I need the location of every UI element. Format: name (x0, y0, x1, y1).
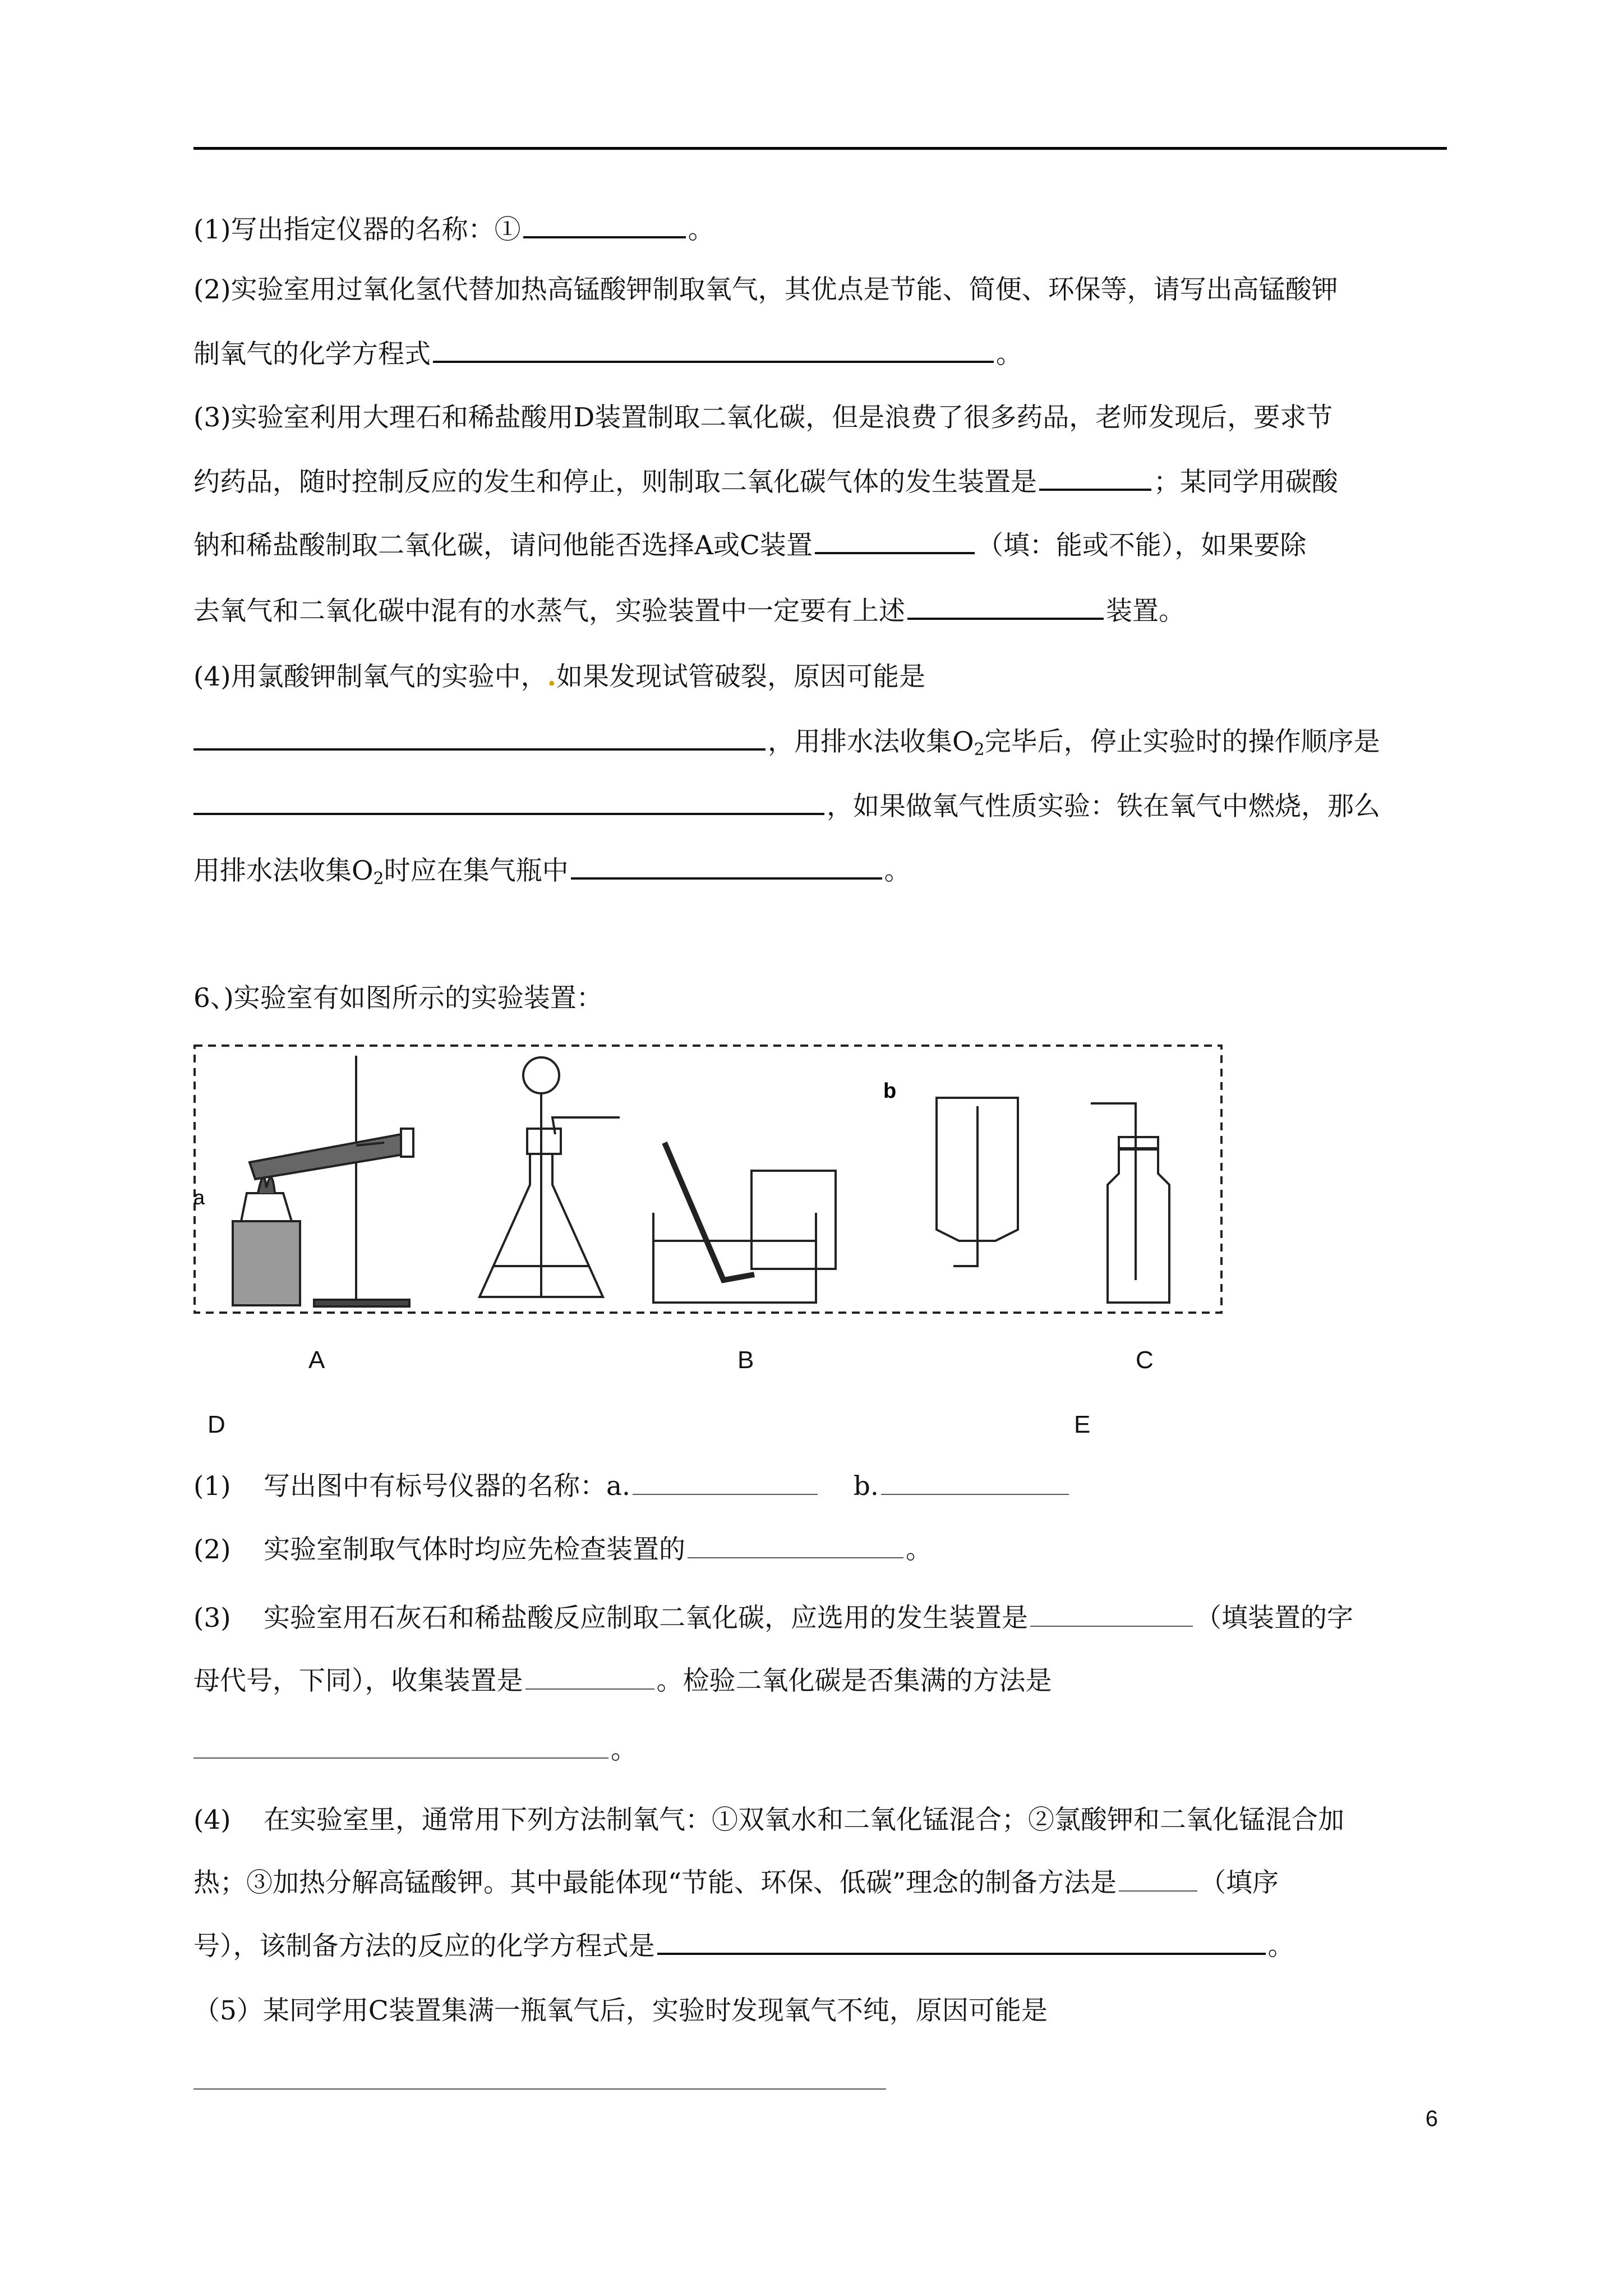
q5-part4-line3 (193, 787, 1380, 826)
q5-p2b-text: 制氧气的化学方程式 (193, 339, 431, 370)
q5-p3c-mid: （填：能或不能），如果要除 (976, 530, 1307, 561)
q6-p4a-num: (4) (193, 1805, 231, 1835)
q6-p4c-end: 。 (1267, 1931, 1294, 1962)
q6-p2-num: (2) (193, 1534, 231, 1565)
q6-p3a-end: （填装置的字 (1195, 1603, 1353, 1634)
q6-p5-text: （5）某同学用C装置集满一瓶氧气后，实验时发现氧气不纯，原因可能是 (193, 1995, 1048, 2026)
apparatus-figure (193, 1045, 1223, 1314)
apparatus-label-b: B (737, 1346, 754, 1374)
apparatus-label-c: C (1136, 1346, 1154, 1374)
q5-p3d-text: 去氧气和二氧化碳中混有的水蒸气，实验装置中一定要有上述 (193, 596, 905, 627)
delivery-tube (665, 1143, 754, 1280)
header-rule (193, 147, 1447, 150)
q6-part4-line1 (193, 1801, 1344, 1840)
q5-p4a-mid: 如果发现试管破裂，原因可能是 (556, 661, 925, 692)
apparatus-label-a: A (308, 1346, 325, 1374)
q6-p1-mid: b. (853, 1471, 879, 1502)
answer-blank[interactable] (1119, 1866, 1197, 1892)
label-a: a (193, 1186, 205, 1209)
answer-blank[interactable] (657, 1928, 1266, 1955)
answer-blank[interactable] (1030, 1601, 1193, 1627)
alcohol-lamp (241, 1193, 292, 1221)
answer-blank[interactable] (571, 853, 882, 880)
q6-p4b-text: 热；③加热分解高锰酸钾。其中最能体现“节能、环保、低碳”理念的制备方法是 (193, 1867, 1117, 1898)
q6-p3b-text: 母代号，下同），收集装置是 (193, 1665, 523, 1696)
figure-border (195, 1046, 1221, 1313)
q6-p3a-num: (3) (193, 1603, 231, 1634)
apparatus-label-e: E (1074, 1411, 1091, 1438)
answer-blank[interactable] (525, 1664, 654, 1690)
long-tube (1091, 1103, 1136, 1280)
q5-p4d-mid: 时应在集气瓶中 (384, 855, 569, 886)
q5-part3-line2 (193, 463, 1338, 502)
q6-part3-line1 (193, 1599, 1353, 1638)
stray-dot: . (547, 661, 556, 692)
q5-p4c-text: ，如果做氧气性质实验：铁在氧气中燃烧，那么 (827, 791, 1380, 822)
q6-p1-text: 写出图中有标号仪器的名称：a. (264, 1471, 630, 1502)
q6-part4-line2 (193, 1864, 1279, 1903)
label-b: b (883, 1079, 897, 1103)
test-tube (250, 1134, 407, 1179)
apparatus-e-wash-bottle (1091, 1103, 1169, 1303)
apparatus-c-water-trough (653, 1143, 836, 1303)
q6-part3-line3 (193, 1731, 637, 1770)
apparatus-d-upward-air (937, 1098, 1018, 1266)
q5-p4a-text: (4)用氯酸钾制氧气的实验中， (193, 661, 547, 692)
q6-p4b-end: （填序 (1200, 1867, 1279, 1898)
q6-part3-line2 (193, 1662, 1052, 1701)
q6-p3a-text: 实验室用石灰石和稀盐酸反应制取二氧化碳，应选用的发生装置是 (264, 1603, 1028, 1634)
trough (653, 1213, 816, 1303)
q5-p3d-end: 装置。 (1106, 596, 1185, 627)
q5-part4-line4 (193, 852, 911, 899)
q5-p3c-text: 钠和稀盐酸制取二氧化碳，请问他能否选择A或C装置 (193, 530, 813, 561)
q6-part1 (193, 1467, 1071, 1506)
tube-stopper (401, 1129, 413, 1157)
apparatus-b-flask (479, 1057, 620, 1297)
gas-bottle (751, 1171, 836, 1269)
q6-p2-end: 。 (906, 1534, 932, 1565)
apparatus-a-heating-setup (233, 1056, 413, 1306)
q6-p2-text: 实验室制取气体时均应先检查装置的 (264, 1534, 685, 1565)
answer-blank[interactable] (433, 336, 994, 363)
q5-part4-line1 (193, 657, 925, 697)
stand-base (314, 1300, 409, 1306)
q5-p4d-end: 。 (884, 855, 911, 886)
long-tube (953, 1106, 978, 1266)
q5-p2b-end: 。 (996, 339, 1022, 370)
answer-blank[interactable] (193, 788, 824, 815)
q6-p1-num: (1) (193, 1471, 231, 1502)
answer-blank[interactable] (193, 2064, 886, 2090)
q5-p4b-end: 完毕后，停止实验时的操作顺序是 (984, 726, 1380, 757)
q5-part4-line2 (193, 723, 1380, 770)
q5-part3-line1: (3)实验室利用大理石和稀盐酸用D装置制取二氧化碳，但是浪费了很多药品，老师发现后，要求节 (193, 402, 1333, 433)
delivery-tube (552, 1117, 620, 1134)
q5-p4b-text: ，用排水法收集O (768, 726, 974, 757)
q6-part4-line3 (193, 1927, 1294, 1966)
q5-p3b-text: 约药品，随时控制反应的发生和停止，则制取二氧化碳气体的发生装置是 (193, 467, 1037, 498)
q5-part3-line4 (193, 592, 1185, 631)
flame (258, 1177, 275, 1193)
q5-p1-end: 。 (688, 214, 714, 245)
q5-part3-line3 (193, 526, 1306, 565)
funnel-bulb (523, 1057, 559, 1093)
q6-part5 (193, 1991, 1048, 2031)
q5-p1-text: (1)写出指定仪器的名称：① (193, 214, 521, 245)
answer-blank[interactable] (193, 1733, 608, 1759)
answer-blank[interactable] (907, 593, 1104, 620)
q5-part2-line2 (193, 335, 1022, 374)
answer-blank[interactable] (523, 211, 686, 238)
apparatus-label-d: D (208, 1411, 225, 1438)
q5-part1 (193, 210, 714, 250)
q6-p3c-end: 。 (611, 1734, 637, 1765)
q6-part2 (193, 1530, 932, 1570)
q5-part2-line1: (2)实验室用过氧化氢代替加热高锰酸钾制取氧气，其优点是节能、简便、环保等，请写出高锰酸钾 (193, 274, 1338, 305)
answer-blank[interactable] (688, 1533, 903, 1558)
page-number: 6 (1425, 2106, 1438, 2131)
q6-part5-answer (193, 2062, 888, 2101)
answer-blank[interactable] (881, 1469, 1069, 1495)
wood-block (233, 1221, 300, 1305)
answer-blank[interactable] (193, 724, 766, 751)
answer-blank[interactable] (1039, 464, 1151, 491)
q5-p4d-text: 用排水法收集O (193, 855, 374, 886)
q6-p4a-text: 在实验室里，通常用下列方法制氧气：①双氧水和二氧化锰混合；②氯酸钾和二氧化锰混合加 (264, 1805, 1344, 1835)
q6-title: 6、)实验室有如图所示的实验装置： (193, 983, 603, 1014)
answer-blank[interactable] (815, 527, 975, 554)
q6-p4c-text: 号），该制备方法的反应的化学方程式是 (193, 1931, 655, 1962)
q5-p3b-mid: ；某同学用碳酸 (1154, 467, 1338, 498)
subscript: 2 (373, 869, 384, 889)
q6-p3b-end: 。检验二氧化碳是否集满的方法是 (656, 1665, 1052, 1696)
subscript: 2 (974, 740, 985, 760)
answer-blank[interactable] (633, 1469, 818, 1495)
wide-mouth-bottle (1108, 1148, 1169, 1303)
